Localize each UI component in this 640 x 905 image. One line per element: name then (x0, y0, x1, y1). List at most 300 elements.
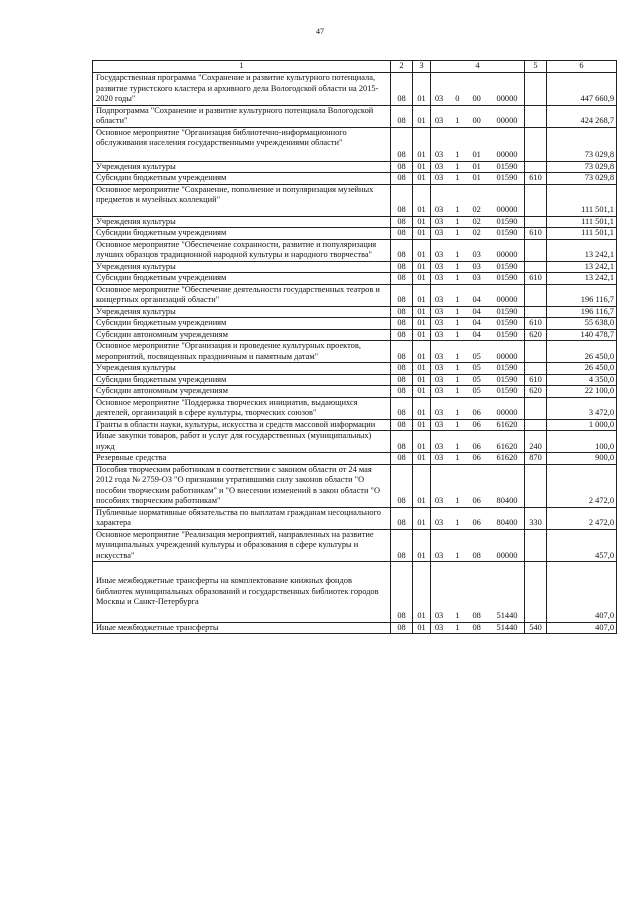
header-cell-name: 1 (93, 61, 391, 73)
row-subsection: 01 (413, 374, 431, 386)
code-part: 80400 (496, 518, 518, 527)
row-subsection: 01 (413, 284, 431, 306)
row-expense-type (525, 306, 547, 318)
code-part: 61620 (496, 441, 518, 451)
row-expense-type: 620 (525, 386, 547, 398)
code-part: 00 (472, 94, 481, 103)
row-name: Иные межбюджетные трансферты (93, 622, 391, 634)
row-target-article (431, 431, 525, 453)
row-subsection: 01 (413, 184, 431, 216)
code-part: 01590 (496, 216, 518, 226)
row-expense-type (525, 284, 547, 306)
target-article-code (433, 551, 522, 562)
code-part: 03 (434, 611, 444, 620)
row-expense-type: 610 (525, 374, 547, 386)
code-part: 1 (455, 116, 460, 125)
table-row (93, 284, 617, 306)
row-amount: 13 242,1 (547, 239, 617, 261)
row-target-article (431, 386, 525, 398)
code-part: 1 (455, 408, 460, 417)
row-subsection: 01 (413, 464, 431, 507)
header-cell-target-article: 4 (431, 61, 525, 73)
row-expense-type (525, 419, 547, 431)
code-part: 1 (455, 386, 460, 395)
row-amount: 22 100,0 (547, 386, 617, 398)
code-part: 01590 (496, 318, 518, 327)
row-name: Публичные нормативные обязательства по выплатам гражданам несоциального характера (93, 507, 391, 529)
row-section: 08 (391, 239, 413, 261)
table-row (93, 239, 617, 261)
row-expense-type (525, 464, 547, 507)
row-subsection: 01 (413, 318, 431, 330)
row-name: Субсидии бюджетным учреждениям (93, 273, 391, 285)
table-row (93, 622, 617, 634)
row-expense-type: 540 (525, 622, 547, 634)
row-section: 08 (391, 529, 413, 562)
code-part: 61620 (496, 453, 518, 462)
target-article-code (433, 250, 522, 261)
code-part: 02 (472, 205, 481, 214)
table-row (93, 363, 617, 375)
row-amount: 140 478,7 (547, 329, 617, 341)
row-amount: 407,0 (547, 562, 617, 623)
row-name: Основное мероприятие "Сохранение, пополнение и популяризация музейных предметов и музейных коллекций" (93, 184, 391, 216)
table-header-row (93, 61, 617, 73)
row-expense-type: 330 (525, 507, 547, 529)
row-name: Учреждения культуры (93, 261, 391, 273)
row-expense-type: 870 (525, 453, 547, 465)
row-section: 08 (391, 216, 413, 228)
row-expense-type (525, 73, 547, 106)
row-target-article (431, 419, 525, 431)
code-part: 06 (472, 496, 481, 505)
row-section: 08 (391, 397, 413, 419)
row-target-article (431, 73, 525, 106)
code-part: 1 (455, 150, 460, 159)
table-row (93, 374, 617, 386)
table-row (93, 228, 617, 240)
code-part: 1 (455, 318, 460, 327)
code-part: 1 (455, 161, 460, 171)
row-amount: 26 450,0 (547, 341, 617, 363)
target-article-code (433, 173, 522, 184)
row-name: Основное мероприятие "Реализация мероприятий, направленных на развитие муниципальных учреждений культуры и образования в сфере культуры и искусства" (93, 529, 391, 562)
target-article-code (433, 386, 522, 397)
code-part: 51440 (496, 611, 518, 620)
row-name: Субсидии бюджетным учреждениям (93, 228, 391, 240)
page-number: 47 (316, 27, 324, 36)
target-article-code (433, 375, 522, 386)
table-row (93, 453, 617, 465)
row-name: Иные закупки товаров, работ и услуг для государственных (муниципальных) нужд (93, 431, 391, 453)
row-amount: 100,0 (547, 431, 617, 453)
header-cell-amount: 6 (547, 61, 617, 73)
row-amount: 2 472,0 (547, 507, 617, 529)
row-target-article (431, 161, 525, 173)
row-target-article (431, 273, 525, 285)
code-part: 01590 (496, 228, 518, 237)
row-expense-type (525, 261, 547, 273)
code-part: 00000 (496, 150, 518, 159)
row-name: Учреждения культуры (93, 161, 391, 173)
table-row (93, 306, 617, 318)
code-part: 03 (434, 116, 444, 125)
row-target-article (431, 363, 525, 375)
row-subsection: 01 (413, 173, 431, 185)
table-row (93, 261, 617, 273)
row-amount: 407,0 (547, 622, 617, 634)
row-subsection: 01 (413, 239, 431, 261)
code-part: 00000 (496, 250, 518, 259)
row-name: Учреждения культуры (93, 216, 391, 228)
target-article-code (433, 408, 522, 419)
code-part: 1 (455, 453, 460, 462)
code-part: 04 (472, 295, 481, 304)
row-name: Субсидии бюджетным учреждениям (93, 318, 391, 330)
row-target-article (431, 453, 525, 465)
row-expense-type (525, 239, 547, 261)
row-subsection: 01 (413, 161, 431, 173)
row-section: 08 (391, 453, 413, 465)
row-target-article (431, 464, 525, 507)
code-part: 00000 (496, 205, 518, 214)
row-section: 08 (391, 622, 413, 634)
row-section: 08 (391, 363, 413, 375)
row-name: Основное мероприятие "Организация и проведение культурных проектов, мероприятий, посвященных праздничным и памятным датам" (93, 341, 391, 363)
code-part: 00000 (496, 116, 518, 125)
row-expense-type (525, 397, 547, 419)
target-article-code (433, 318, 522, 329)
code-part: 1 (455, 374, 460, 384)
code-part: 02 (472, 228, 481, 237)
code-part: 01590 (496, 161, 518, 171)
table-row (93, 529, 617, 562)
row-subsection: 01 (413, 453, 431, 465)
target-article-code (433, 295, 522, 306)
code-part: 03 (472, 261, 481, 271)
row-section: 08 (391, 386, 413, 398)
target-article-code (433, 453, 522, 464)
code-part: 1 (455, 306, 460, 316)
code-part: 1 (455, 329, 460, 339)
code-part: 03 (434, 150, 444, 159)
code-part: 03 (434, 518, 444, 527)
table-row (93, 419, 617, 431)
code-part: 01590 (496, 173, 518, 182)
code-part: 1 (455, 216, 460, 226)
target-article-code (433, 116, 522, 127)
code-part: 00000 (496, 351, 518, 361)
row-section: 08 (391, 306, 413, 318)
code-part: 51440 (496, 622, 518, 632)
row-expense-type (525, 341, 547, 363)
row-expense-type: 610 (525, 228, 547, 240)
code-part: 03 (434, 441, 444, 451)
row-subsection: 01 (413, 105, 431, 127)
row-name: Основное мероприятие "Обеспечение сохранности, развитие и популяризация лучших образцов традиционной народной культуры и народного творчества" (93, 239, 391, 261)
code-part: 1 (455, 518, 460, 527)
row-expense-type (525, 184, 547, 216)
table-row (93, 173, 617, 185)
table-row (93, 507, 617, 529)
code-part: 1 (455, 611, 460, 620)
code-part: 03 (434, 94, 444, 103)
table-row (93, 318, 617, 330)
row-name: Основное мероприятие "Организация библиотечно-информационного обслуживания населения государственными учреждениями области" (93, 127, 391, 161)
row-target-article (431, 239, 525, 261)
header-cell-subsection: 3 (413, 61, 431, 73)
row-subsection: 01 (413, 431, 431, 453)
table-row (93, 105, 617, 127)
target-article-code (433, 611, 522, 622)
target-article-code (433, 273, 522, 284)
code-part: 03 (434, 161, 444, 171)
row-amount: 26 450,0 (547, 363, 617, 375)
row-section: 08 (391, 284, 413, 306)
row-expense-type (525, 216, 547, 228)
target-article-code (433, 217, 522, 228)
table-row (93, 127, 617, 161)
row-subsection: 01 (413, 386, 431, 398)
code-part: 03 (434, 261, 444, 271)
code-part: 1 (455, 496, 460, 505)
row-section: 08 (391, 127, 413, 161)
code-part: 00000 (496, 408, 518, 417)
target-article-code (433, 352, 522, 363)
code-part: 04 (472, 306, 481, 316)
code-part: 1 (455, 419, 460, 429)
row-subsection: 01 (413, 306, 431, 318)
code-part: 00000 (496, 550, 518, 560)
row-target-article (431, 397, 525, 419)
row-subsection: 01 (413, 419, 431, 431)
row-section: 08 (391, 507, 413, 529)
code-part: 00000 (496, 94, 518, 103)
code-part: 01590 (496, 363, 518, 372)
row-amount: 13 242,1 (547, 273, 617, 285)
code-part: 08 (472, 611, 481, 620)
row-target-article (431, 173, 525, 185)
row-target-article (431, 329, 525, 341)
code-part: 03 (434, 550, 444, 560)
row-section: 08 (391, 431, 413, 453)
code-part: 1 (455, 351, 460, 361)
table-row (93, 386, 617, 398)
row-amount: 73 029,8 (547, 161, 617, 173)
row-amount: 196 116,7 (547, 306, 617, 318)
row-expense-type (525, 562, 547, 623)
code-part: 06 (472, 408, 481, 417)
row-amount: 447 660,9 (547, 73, 617, 106)
row-amount: 13 242,1 (547, 261, 617, 273)
code-part: 01 (472, 173, 481, 182)
row-target-article (431, 261, 525, 273)
table-row (93, 161, 617, 173)
code-part: 61620 (496, 419, 518, 429)
code-part: 01590 (496, 273, 518, 282)
row-target-article (431, 318, 525, 330)
row-section: 08 (391, 173, 413, 185)
row-name: Гранты в области науки, культуры, искусства и средств массовой информации (93, 419, 391, 431)
table-row (93, 341, 617, 363)
code-part: 05 (472, 363, 481, 372)
code-part: 03 (472, 250, 481, 259)
code-part: 06 (472, 453, 481, 462)
row-section: 08 (391, 105, 413, 127)
row-subsection: 01 (413, 329, 431, 341)
code-part: 1 (455, 622, 460, 632)
row-expense-type (525, 105, 547, 127)
target-article-code (433, 228, 522, 239)
row-amount: 2 472,0 (547, 464, 617, 507)
code-part: 06 (472, 419, 481, 429)
table-row (93, 216, 617, 228)
target-article-code (433, 420, 522, 431)
row-amount: 196 116,7 (547, 284, 617, 306)
code-part: 03 (434, 453, 444, 462)
code-part: 00 (472, 116, 481, 125)
target-article-code (433, 518, 522, 529)
code-part: 05 (472, 374, 481, 384)
row-section: 08 (391, 562, 413, 623)
target-article-code (433, 442, 522, 453)
row-expense-type (525, 161, 547, 173)
code-part: 1 (455, 228, 460, 237)
row-target-article (431, 507, 525, 529)
code-part: 03 (434, 205, 444, 214)
code-part: 02 (472, 216, 481, 226)
row-name: Учреждения культуры (93, 363, 391, 375)
row-target-article (431, 622, 525, 634)
target-article-code (433, 162, 522, 173)
table-row (93, 73, 617, 106)
target-article-code (433, 307, 522, 318)
row-expense-type (525, 127, 547, 161)
code-part: 03 (434, 228, 444, 237)
row-expense-type (525, 529, 547, 562)
row-target-article (431, 127, 525, 161)
code-part: 03 (472, 273, 481, 282)
header-cell-section: 2 (391, 61, 413, 73)
row-subsection: 01 (413, 622, 431, 634)
row-name: Основное мероприятие "Обеспечение деятельности государственных театров и концертных организаций области" (93, 284, 391, 306)
row-expense-type: 610 (525, 273, 547, 285)
code-part: 1 (455, 441, 460, 451)
code-part: 03 (434, 386, 444, 395)
row-section: 08 (391, 419, 413, 431)
row-name: Иные межбюджетные трансферты на комплектование книжных фондов библиотек муниципальных образований и государственных библиотек городов Москвы и Санкт-Петербурга (93, 562, 391, 623)
row-amount: 111 501,1 (547, 228, 617, 240)
target-article-code (433, 94, 522, 105)
row-section: 08 (391, 374, 413, 386)
table-row (93, 562, 617, 623)
row-name: Субсидии бюджетным учреждениям (93, 374, 391, 386)
code-part: 04 (472, 318, 481, 327)
code-part: 03 (434, 216, 444, 226)
code-part: 05 (472, 386, 481, 395)
row-expense-type: 610 (525, 318, 547, 330)
row-target-article (431, 284, 525, 306)
row-expense-type (525, 363, 547, 375)
row-expense-type: 610 (525, 173, 547, 185)
code-part: 01 (472, 161, 481, 171)
code-part: 01 (472, 150, 481, 159)
target-article-code (433, 262, 522, 273)
code-part: 01590 (496, 329, 518, 339)
code-part: 05 (472, 351, 481, 361)
code-part: 1 (455, 550, 460, 560)
row-target-article (431, 184, 525, 216)
code-part: 03 (434, 374, 444, 384)
row-amount: 73 029,8 (547, 173, 617, 185)
row-subsection: 01 (413, 261, 431, 273)
row-amount: 73 029,8 (547, 127, 617, 161)
row-target-article (431, 374, 525, 386)
code-part: 03 (434, 408, 444, 417)
row-name: Основное мероприятие "Поддержка творческих инициатив, выдающихся деятелей, организаций в сфере культуры, творческих союзов" (93, 397, 391, 419)
row-subsection: 01 (413, 216, 431, 228)
row-target-article (431, 562, 525, 623)
budget-table (92, 60, 617, 634)
code-part: 1 (455, 250, 460, 259)
code-part: 80400 (496, 496, 518, 505)
code-part: 1 (455, 363, 460, 372)
code-part: 03 (434, 496, 444, 505)
row-section: 08 (391, 261, 413, 273)
code-part: 03 (434, 173, 444, 182)
code-part: 00000 (496, 295, 518, 304)
row-section: 08 (391, 273, 413, 285)
code-part: 03 (434, 295, 444, 304)
row-amount: 3 472,0 (547, 397, 617, 419)
code-part: 03 (434, 306, 444, 316)
row-section: 08 (391, 341, 413, 363)
target-article-code (433, 150, 522, 161)
row-section: 08 (391, 161, 413, 173)
code-part: 0 (455, 94, 460, 103)
row-expense-type: 620 (525, 329, 547, 341)
row-target-article (431, 529, 525, 562)
row-name: Пособия творческим работникам в соответствии с законом области от 24 мая 2012 года № 2759-ОЗ "О признании утратившими силу законов области "О пособии творческим работникам" и "О внесении изменений в закон области "О пособиях творческим работникам" (93, 464, 391, 507)
row-name: Учреждения культуры (93, 306, 391, 318)
code-part: 03 (434, 363, 444, 372)
row-subsection: 01 (413, 529, 431, 562)
code-part: 1 (455, 273, 460, 282)
row-subsection: 01 (413, 562, 431, 623)
code-part: 03 (434, 351, 444, 361)
code-part: 1 (455, 173, 460, 182)
target-article-code (433, 623, 522, 634)
row-section: 08 (391, 228, 413, 240)
code-part: 03 (434, 622, 444, 632)
row-name: Субсидии автономным учреждениям (93, 386, 391, 398)
target-article-code (433, 363, 522, 374)
code-part: 03 (434, 419, 444, 429)
table-row (93, 273, 617, 285)
row-amount: 111 501,1 (547, 216, 617, 228)
row-subsection: 01 (413, 363, 431, 375)
row-name: Субсидии бюджетным учреждениям (93, 173, 391, 185)
row-section: 08 (391, 184, 413, 216)
row-section: 08 (391, 329, 413, 341)
row-name: Государственная программа "Сохранение и развитие культурного потенциала, развитие туристского кластера и архивного дела Вологодской области на 2015-2020 годы" (93, 73, 391, 106)
code-part: 01590 (496, 261, 518, 271)
code-part: 03 (434, 273, 444, 282)
row-amount: 4 350,0 (547, 374, 617, 386)
code-part: 04 (472, 329, 481, 339)
row-amount: 457,0 (547, 529, 617, 562)
code-part: 08 (472, 622, 481, 632)
